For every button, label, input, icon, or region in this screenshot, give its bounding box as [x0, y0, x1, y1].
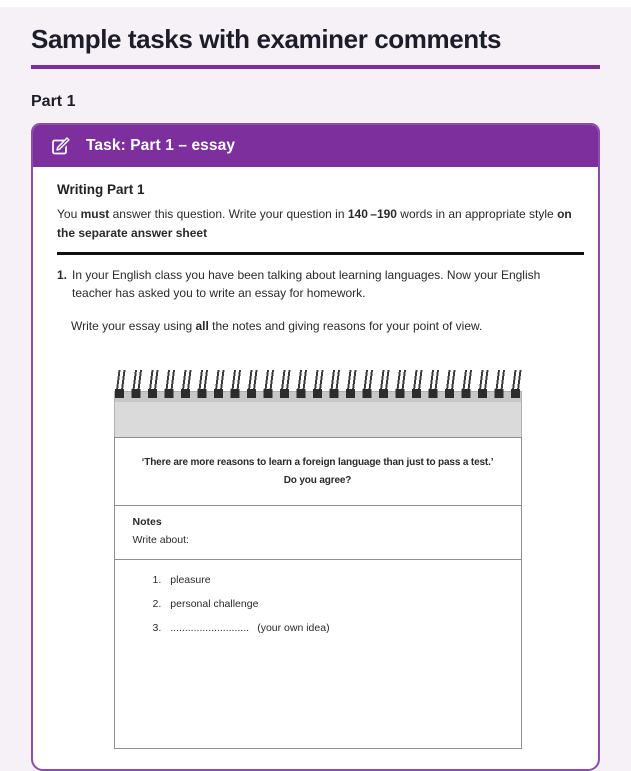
notes-heading: Notes [132, 516, 162, 528]
list-item-number: 1. [152, 574, 162, 586]
question-text: In your English class you have been talking about learning languages. Now your English teacher has asked you to write an essay for homework. [72, 268, 541, 300]
task-header-title: Task: Part 1 – essay [86, 137, 236, 154]
list-item-number: 3. [152, 622, 162, 634]
page [0, 7, 631, 771]
quote-line-1: ‘There are more reasons to learn a foreign language than just to pass a test.’ [141, 457, 494, 468]
list-item [153, 622, 501, 635]
task-body [33, 167, 598, 769]
instructions-text: You must answer this question. Write your question in 140 –190 words in an appropriate style on the separate answer sheet [57, 207, 572, 240]
list-item-text: ........................... (your own idea) [170, 622, 330, 634]
edit-pencil-icon [49, 134, 73, 158]
list-item [153, 598, 501, 611]
question-1 [57, 266, 578, 302]
list-item-text: pleasure [170, 574, 211, 586]
black-divider [57, 252, 584, 255]
spiral-binding-clips-icon [115, 389, 522, 398]
list-item-number: 2. [152, 598, 162, 610]
list-item-text: personal challenge [170, 598, 259, 610]
notepad [114, 391, 522, 749]
task-header [33, 125, 598, 167]
question-number: 1. [57, 268, 68, 282]
notepad-body [114, 437, 522, 749]
page-title: Sample tasks with examiner comments [31, 24, 502, 54]
top-strip [0, 0, 631, 7]
notes-subheading: Write about: [132, 534, 189, 546]
section-heading-part-1: Part 1 [31, 93, 76, 110]
essay-instruction-text: Write your essay using all the notes and giving reasons for your point of view. [71, 319, 483, 333]
quote-line-2: Do you agree? [283, 475, 352, 486]
task-box [31, 123, 600, 771]
writing-part-heading: Writing Part 1 [57, 182, 145, 197]
notepad-quote-section [115, 438, 521, 506]
notepad-list-section [115, 560, 521, 635]
list-item [153, 574, 501, 587]
notepad-notes-section [115, 506, 521, 560]
title-underline [31, 65, 600, 69]
